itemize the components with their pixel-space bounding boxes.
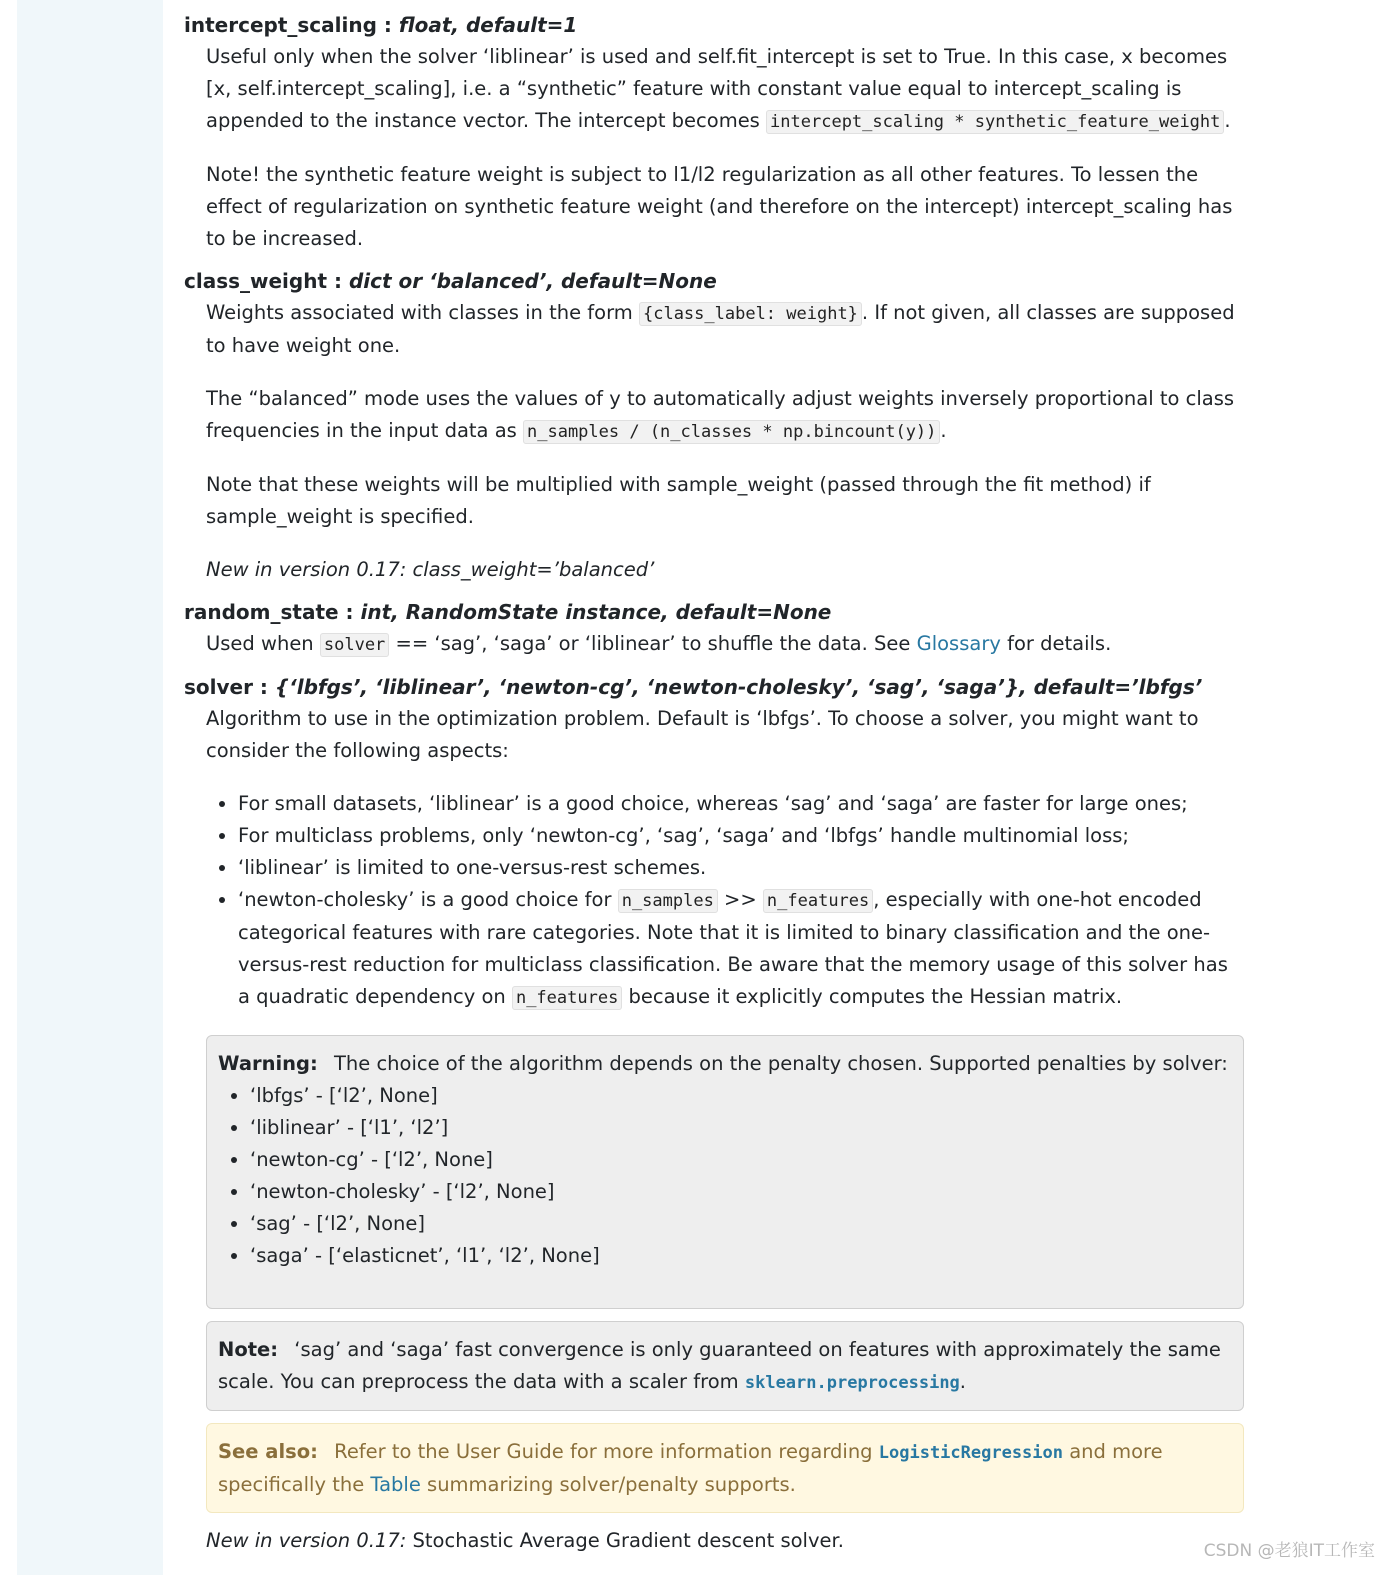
text: summarizing solver/penalty supports. bbox=[420, 1473, 796, 1496]
inline-code: {class_label: weight} bbox=[639, 302, 862, 326]
table-link[interactable]: Table bbox=[370, 1473, 421, 1496]
description-paragraph: Note that these weights will be multiplied with sample_weight (passed through the fit method) if sample_weight is specified. bbox=[206, 473, 1151, 528]
version-note: New in version 0.17: class_weight=’balanced’ bbox=[206, 558, 655, 581]
inline-code: n_features bbox=[512, 986, 622, 1010]
text: == ‘sag’, ‘saga’ or ‘liblinear’ to shuffle the data. See bbox=[389, 632, 917, 655]
text: , especially with one-hot encoded categorical features with rare categories. Note that it is limited to binary classification and the one-versus-rest reduction for multiclass classification. Be aware that the memory usage of this solver has a quadratic dependency on bbox=[238, 888, 1228, 1008]
list-item: • For small datasets, ‘liblinear’ is a good choice, whereas ‘sag’ and ‘saga’ are faster for large ones; bbox=[238, 788, 1244, 820]
logistic-regression-link[interactable] bbox=[879, 1440, 1063, 1463]
sklearn-preprocessing-link[interactable] bbox=[745, 1370, 960, 1393]
description-paragraph bbox=[206, 383, 1244, 448]
watermark: CSDN @老狼IT工作室 bbox=[1203, 1541, 1375, 1561]
description-paragraph: Algorithm to use in the optimization problem. Default is ‘lbfgs’. To choose a solver, you might want to consider the following aspects: bbox=[206, 707, 1199, 762]
text: . If not given, all classes are supposed to have weight one. bbox=[206, 301, 1235, 357]
param-intercept-scaling bbox=[184, 9, 1244, 255]
seealso-text: Refer to the User Guide for more information regarding bbox=[334, 1440, 879, 1463]
description-paragraph bbox=[206, 297, 1244, 362]
list-item: • ‘newton-cg’ - [‘l2’, None] bbox=[250, 1144, 1232, 1176]
version-label: New in version 0.17: bbox=[206, 1529, 407, 1552]
text: Useful only when the solver ‘liblinear’ is used and self.fit_intercept is set to True. In this case, x becomes [x, self.intercept_scaling], i.e. a “synthetic” feature with constant value equal to intercept_scaling is appended to the instance vector. The intercept becomes bbox=[206, 45, 1228, 132]
list-item: • For multiclass problems, only ‘newton-cg’, ‘sag’, ‘saga’ and ‘lbfgs’ handle multinomial loss; bbox=[238, 820, 1244, 852]
inline-code: n_features bbox=[763, 889, 873, 913]
seealso-box bbox=[206, 1423, 1244, 1513]
param-random-state bbox=[184, 596, 1244, 661]
list-item: • ‘saga’ - [‘elasticnet’, ‘l1’, ‘l2’, None] bbox=[250, 1240, 1232, 1272]
param-term: intercept_scaling : float, default=1 bbox=[184, 13, 578, 37]
description-paragraph: Note! the synthetic feature weight is subject to l1/l2 regularization as all other features. To lessen the effect of regularization on synthetic feature weight (and therefore on the intercept) intercept_scaling has to be increased. bbox=[206, 163, 1233, 250]
seealso-label: See also: bbox=[218, 1440, 318, 1463]
text: . bbox=[959, 1370, 966, 1393]
text: >> bbox=[717, 888, 763, 911]
doc-content bbox=[184, 0, 1244, 1557]
text: and more specifically the bbox=[218, 1440, 1163, 1496]
inline-code: solver bbox=[320, 633, 389, 657]
warning-label: Warning: bbox=[218, 1052, 318, 1075]
note-box bbox=[206, 1321, 1244, 1411]
inline-code: intercept_scaling * synthetic_feature_weight bbox=[766, 110, 1224, 134]
param-description bbox=[206, 41, 1244, 255]
list-item bbox=[238, 884, 1244, 1014]
warning-text: The choice of the algorithm depends on the penalty chosen. Supported penalties by solver: bbox=[334, 1052, 1228, 1075]
glossary-link[interactable]: Glossary bbox=[916, 632, 1001, 655]
text: because it explicitly computes the Hessian matrix. bbox=[622, 985, 1123, 1008]
description-paragraph bbox=[206, 41, 1244, 138]
param-type: dict or ‘balanced’, default=None bbox=[348, 269, 717, 293]
param-type: int, RandomState instance, default=None bbox=[360, 600, 832, 624]
param-description bbox=[206, 628, 1244, 661]
warning-box bbox=[206, 1035, 1244, 1309]
param-name: solver bbox=[184, 675, 253, 699]
xref-code: sklearn.preprocessing bbox=[744, 1373, 960, 1393]
text: for details. bbox=[1000, 632, 1112, 655]
note-text: ‘sag’ and ‘saga’ fast convergence is only guaranteed on features with approximately the same scale. You can preprocess the data with a scaler from bbox=[218, 1338, 1221, 1393]
text: . bbox=[940, 419, 947, 442]
inline-code: n_samples / (n_classes * np.bincount(y)) bbox=[523, 420, 940, 444]
list-item: • ‘sag’ - [‘l2’, None] bbox=[250, 1208, 1232, 1240]
text: Weights associated with classes in the form bbox=[206, 301, 639, 324]
param-term: random_state : int, RandomState instance, default=None bbox=[184, 600, 832, 624]
inline-code: n_samples bbox=[618, 889, 718, 913]
text: Stochastic Average Gradient descent solver. bbox=[406, 1529, 844, 1552]
param-term: solver : {‘lbfgs’, ‘liblinear’, ‘newton-cg’, ‘newton-cholesky’, ‘sag’, ‘saga’}, default=’lbfgs’ bbox=[184, 675, 1203, 699]
description-paragraph bbox=[206, 628, 1244, 661]
list-item: • ‘liblinear’ is limited to one-versus-rest schemes. bbox=[238, 852, 1244, 884]
param-class-weight bbox=[184, 265, 1244, 586]
param-description bbox=[206, 703, 1244, 1557]
list-item: • ‘newton-cholesky’ - [‘l2’, None] bbox=[250, 1176, 1232, 1208]
list-item: • ‘liblinear’ - [‘l1’, ‘l2’] bbox=[250, 1112, 1232, 1144]
solver-aspects-list bbox=[206, 788, 1244, 1014]
penalty-list bbox=[218, 1080, 1232, 1272]
text: Used when bbox=[206, 632, 320, 655]
param-name: intercept_scaling bbox=[184, 13, 377, 37]
param-type: float, default=1 bbox=[398, 13, 578, 37]
param-solver bbox=[184, 671, 1244, 1557]
version-note bbox=[206, 1525, 1244, 1557]
param-type: {‘lbfgs’, ‘liblinear’, ‘newton-cg’, ‘newton-cholesky’, ‘sag’, ‘saga’}, default=’lbfgs’ bbox=[274, 675, 1203, 699]
param-name: class_weight bbox=[184, 269, 328, 293]
param-term: class_weight : dict or ‘balanced’, default=None bbox=[184, 269, 717, 293]
text: . bbox=[1224, 109, 1231, 132]
xref-code: LogisticRegression bbox=[878, 1443, 1063, 1463]
param-name: random_state bbox=[184, 600, 339, 624]
list-item: • ‘lbfgs’ - [‘l2’, None] bbox=[250, 1080, 1232, 1112]
text: ‘newton-cholesky’ is a good choice for bbox=[238, 888, 618, 911]
sidebar bbox=[17, 0, 163, 1575]
note-label: Note: bbox=[218, 1338, 279, 1361]
text: The “balanced” mode uses the values of y to automatically adjust weights inversely proportional to class frequencies in the input data as bbox=[206, 387, 1235, 442]
param-description bbox=[206, 297, 1244, 586]
